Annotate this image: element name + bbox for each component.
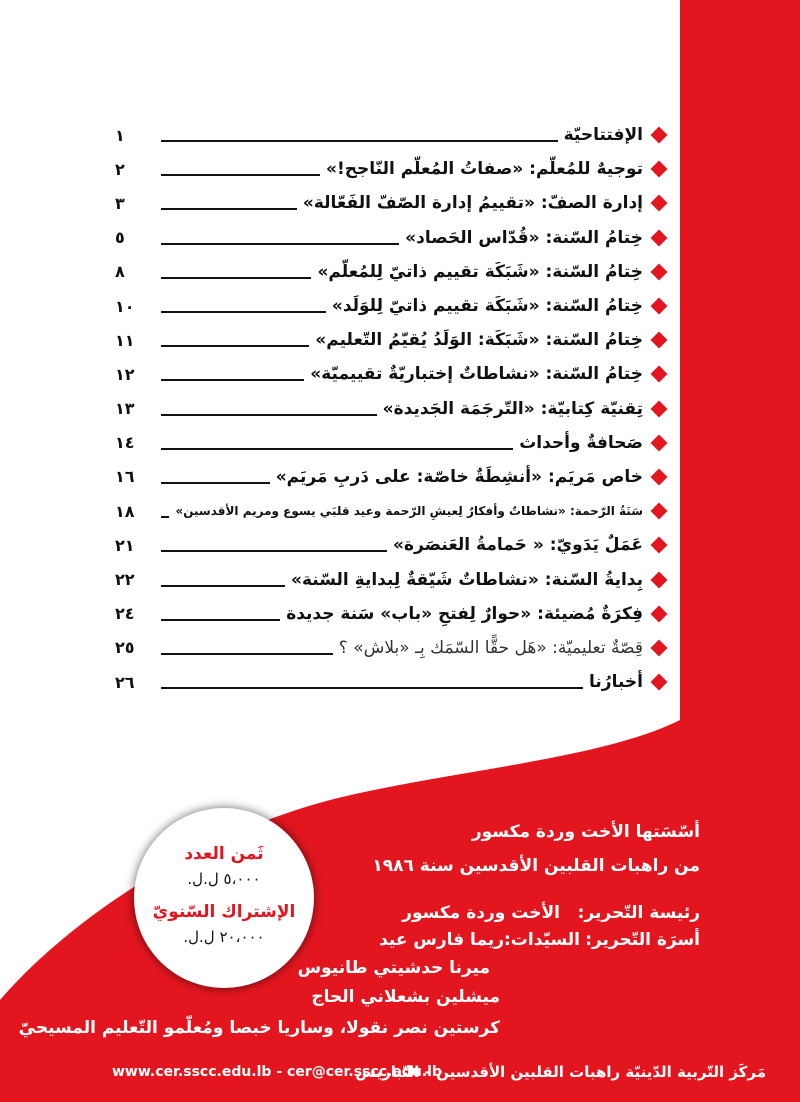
toc-entry[interactable] xyxy=(115,562,665,596)
toc-leader-line xyxy=(161,607,280,621)
toc-leader-line xyxy=(161,162,320,176)
toc-entry[interactable] xyxy=(115,528,665,562)
toc-entry-label: سَنَةُ الرّحمة: «نشاطاتٌ وأفكارٌ لِعيشِ الرّحمة وعيد قلبَي يسوع ومريم الأقدسين» xyxy=(175,504,643,519)
toc-entry[interactable] xyxy=(115,255,665,289)
toc-page-number: ٥ xyxy=(115,228,125,248)
toc-page-number: ١١ xyxy=(115,330,135,350)
toc-entry-label: صَحافةٌ وأحداث xyxy=(519,432,643,453)
toc-entry-label: خِتامُ السّنة: «شَبَكَة تقييم ذاتيّ لِلمُعلّم» xyxy=(317,261,643,282)
toc-leader-line xyxy=(161,196,297,210)
board-member: ميشلين بشعلاني الحاج xyxy=(311,987,500,1007)
toc-page-number: ٢٤ xyxy=(115,604,135,624)
toc-page-number: ١٤ xyxy=(115,433,135,453)
board-member: ميرنا حدشيتي طانيوس xyxy=(297,958,490,978)
toc-entry-label: بِدايةُ السّنة: «نشاطاتٌ شَيّقةٌ لِبدايةِ السّنة» xyxy=(290,569,643,590)
toc-page-number: ١٢ xyxy=(115,364,135,384)
diamond-bullet-icon xyxy=(651,639,668,656)
toc-page-number: ٢١ xyxy=(115,535,135,555)
toc-entry-label: قِصّةٌ تعليميّة: «هَل حقًّا السّمَك بِـ «بلاش» ؟ xyxy=(338,637,643,658)
toc-leader-line xyxy=(161,128,558,142)
toc-page-number: ١٦ xyxy=(115,467,135,487)
toc-entry[interactable] xyxy=(115,494,665,528)
editor-label: رئيسة التّحرير: xyxy=(577,903,700,923)
footer-center-name: مَركَز التّربية الدّينيّة راهبات القلبين الأقدسين - التّباريس xyxy=(355,1063,766,1081)
table-of-contents xyxy=(115,118,665,699)
diamond-bullet-icon xyxy=(651,366,668,383)
toc-entry-label: خاص مَريَم: «أنشِطَةٌ خاصّة: على دَربِ مَريَم» xyxy=(275,466,643,487)
diamond-bullet-icon xyxy=(651,605,668,622)
diamond-bullet-icon xyxy=(651,468,668,485)
toc-entry-label: خِتامُ السّنة: «شَبَكَة تقييم ذاتيّ لِلوَلَد» xyxy=(331,296,643,317)
footer-contact[interactable]: www.cer.sscc.edu.lb - cer@cer.sscc.edu.lb xyxy=(112,1064,442,1080)
toc-page-number: ٢٦ xyxy=(115,672,135,692)
toc-leader-line xyxy=(161,402,377,416)
toc-page-number: ٢٢ xyxy=(115,570,135,590)
toc-entry[interactable] xyxy=(115,323,665,357)
toc-leader-line xyxy=(161,470,270,484)
board-label: أسرَة التّحرير: xyxy=(585,930,700,950)
diamond-bullet-icon xyxy=(651,263,668,280)
price-circle xyxy=(134,808,314,988)
toc-leader-line xyxy=(161,299,326,313)
toc-entry-label: خِتامُ السّنة: «نشاطاتٌ إختباريّةٌ تقييميّة» xyxy=(310,364,643,385)
toc-entry[interactable] xyxy=(115,186,665,220)
diamond-bullet-icon xyxy=(651,400,668,417)
toc-leader-line xyxy=(161,538,387,552)
editor-name: الأخت وردة مكسور xyxy=(402,903,560,923)
toc-entry-label: خِتامُ السّنة: «قُدّاس الحَصاد» xyxy=(405,227,643,248)
toc-leader-line xyxy=(161,675,583,689)
diamond-bullet-icon xyxy=(651,229,668,246)
diamond-bullet-icon xyxy=(651,298,668,315)
toc-entry[interactable] xyxy=(115,597,665,631)
toc-entry[interactable] xyxy=(115,357,665,391)
toc-entry[interactable] xyxy=(115,221,665,255)
toc-entry[interactable] xyxy=(115,665,665,699)
toc-entry-label: تِقنيّة كِتابيّة: «التّرجَمَة الجَديدة» xyxy=(382,398,643,419)
toc-page-number: ١٠ xyxy=(115,296,135,316)
toc-page-number: ٢٥ xyxy=(115,638,135,658)
toc-leader-line xyxy=(161,367,304,381)
issue-price-label: ثَمن العدد xyxy=(184,844,264,864)
toc-leader-line xyxy=(161,265,311,279)
toc-page-number: ٣ xyxy=(115,193,125,213)
toc-leader-line xyxy=(161,504,169,518)
diamond-bullet-icon xyxy=(651,537,668,554)
toc-entry-label: توجيهٌ للمُعلّم: «صفاتُ المُعلّم النّاجح!» xyxy=(326,159,643,180)
diamond-bullet-icon xyxy=(651,195,668,212)
toc-page-number: ٢ xyxy=(115,159,125,179)
diamond-bullet-icon xyxy=(651,127,668,144)
board-member: كرستين نصر نقولا، وساريا خبصا ومُعلّمو التّعليم المسيحيّ xyxy=(18,1018,500,1038)
toc-leader-line xyxy=(161,641,333,655)
toc-entry-label: خِتامُ السّنة: «شَبَكَة: الوَلَدُ يُقيّمُ التّعليم» xyxy=(315,330,643,351)
founder-text: أسّسَتها الأخت وردة مكسور xyxy=(471,822,700,842)
toc-entry-label: أخبارُنا xyxy=(589,672,643,693)
toc-entry[interactable] xyxy=(115,392,665,426)
diamond-bullet-icon xyxy=(651,503,668,520)
toc-entry[interactable] xyxy=(115,460,665,494)
toc-entry-label: فِكرَةٌ مُضيئة: «حوارٌ لِفتحِ «باب» سَنة جديدة xyxy=(286,603,643,624)
toc-entry[interactable] xyxy=(115,426,665,460)
diamond-bullet-icon xyxy=(651,571,668,588)
subscription-label: الإشتراك السّنويّ xyxy=(152,902,296,922)
order-text: من راهبات القلبين الأقدسين سنة ١٩٨٦ xyxy=(372,856,700,876)
subscription-value: ٢٠،٠٠٠ ل.ل. xyxy=(183,928,265,946)
toc-page-number: ١ xyxy=(115,125,125,145)
diamond-bullet-icon xyxy=(651,674,668,691)
board-first-member: السيّدات:ريما فارس عيد xyxy=(379,930,580,950)
toc-entry-label: إدارة الصفّ: «تقييمُ إدارة الصّفّ الفَعّالة» xyxy=(302,193,643,214)
toc-page-number: ١٨ xyxy=(115,501,135,521)
toc-entry-label: عَمَلٌ يَدَويّ: « حَمامةُ العَنصَرة» xyxy=(393,535,643,556)
toc-entry[interactable] xyxy=(115,631,665,665)
toc-entry-label: الإفتتاحيّة xyxy=(563,125,643,146)
diamond-bullet-icon xyxy=(651,161,668,178)
toc-leader-line xyxy=(161,231,399,245)
issue-price-value: ٥،٠٠٠ ل.ل. xyxy=(187,870,261,888)
toc-page-number: ١٣ xyxy=(115,399,135,419)
toc-page-number: ٨ xyxy=(115,262,125,282)
toc-entry[interactable] xyxy=(115,289,665,323)
toc-entry[interactable] xyxy=(115,152,665,186)
toc-leader-line xyxy=(161,436,513,450)
toc-entry[interactable] xyxy=(115,118,665,152)
diamond-bullet-icon xyxy=(651,434,668,451)
toc-leader-line xyxy=(161,573,285,587)
diamond-bullet-icon xyxy=(651,332,668,349)
toc-leader-line xyxy=(161,333,309,347)
